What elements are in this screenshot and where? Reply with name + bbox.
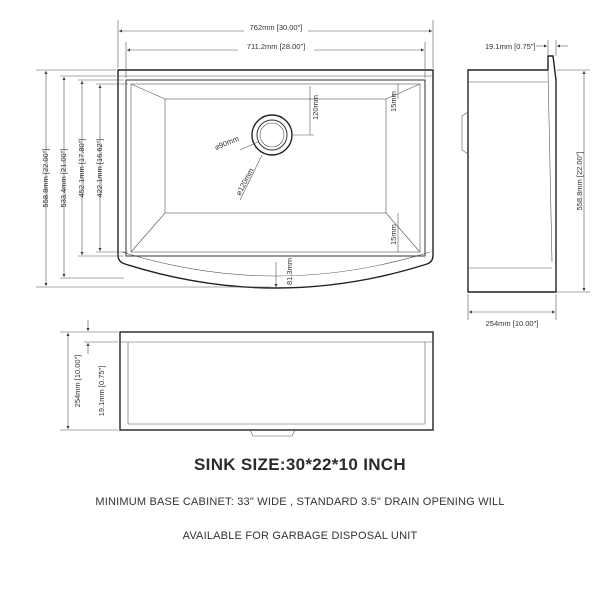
side-height-label: 254mm [10.00"] [485, 319, 539, 328]
depth-3-label: 452.1mm [17.80"] [77, 138, 86, 198]
sink-size-title: SINK SIZE:30*22*10 INCH [194, 455, 406, 474]
front-lip-dimension [84, 320, 118, 416]
drain-callouts [213, 86, 320, 200]
inner-width-dimension [126, 41, 425, 78]
side-thickness-label: 19.1mm [0.75"] [485, 42, 536, 51]
inner-width-label: 711.2mm [28.00"] [246, 42, 306, 51]
corner-radius-top-label: 15mm [389, 91, 398, 112]
front-outline [120, 332, 433, 430]
depth-2-label: 533.4mm [21.00"] [59, 148, 68, 208]
side-view [462, 56, 556, 292]
side-depth-label: 558.8mm [22.00"] [575, 151, 584, 211]
drain [252, 115, 292, 155]
front-view [120, 332, 433, 436]
corner-radius-bottom-label: 15mm [389, 224, 398, 245]
drain-opening-label: ⌀90mm [213, 134, 241, 152]
front-height-label: 254mm [10.00"] [73, 354, 82, 408]
drain-flange-label: ⌀120mm [233, 166, 256, 197]
side-thickness-dimension [485, 40, 568, 56]
cabinet-note-line-2: AVAILABLE FOR GARBAGE DISPOSAL UNIT [182, 530, 418, 542]
top-view [118, 70, 433, 288]
front-lip-label: 19.1mm [0.75"] [97, 365, 106, 417]
apron-curve-callout [276, 258, 294, 287]
apron-curve-label: 81.3mm [285, 257, 294, 285]
depth-dimensions [36, 70, 270, 287]
side-height-dimension [468, 294, 556, 328]
overall-width-label: 762mm [30.00"] [249, 23, 303, 32]
drain-offset-label: 120mm [311, 94, 320, 120]
front-height-dimension [60, 332, 118, 430]
side-outline [468, 56, 556, 292]
basin-outline [126, 80, 425, 256]
cabinet-note-line-1: MINIMUM BASE CABINET: 33" WIDE , STANDARD 3.5" DRAIN OPENING WILL [95, 496, 505, 508]
depth-4-label: 422.1mm [16.62"] [95, 138, 104, 198]
side-depth-dimension [557, 70, 590, 292]
overall-depth-label: 558.8mm [22.00"] [41, 148, 50, 208]
corner-callouts [389, 84, 398, 252]
